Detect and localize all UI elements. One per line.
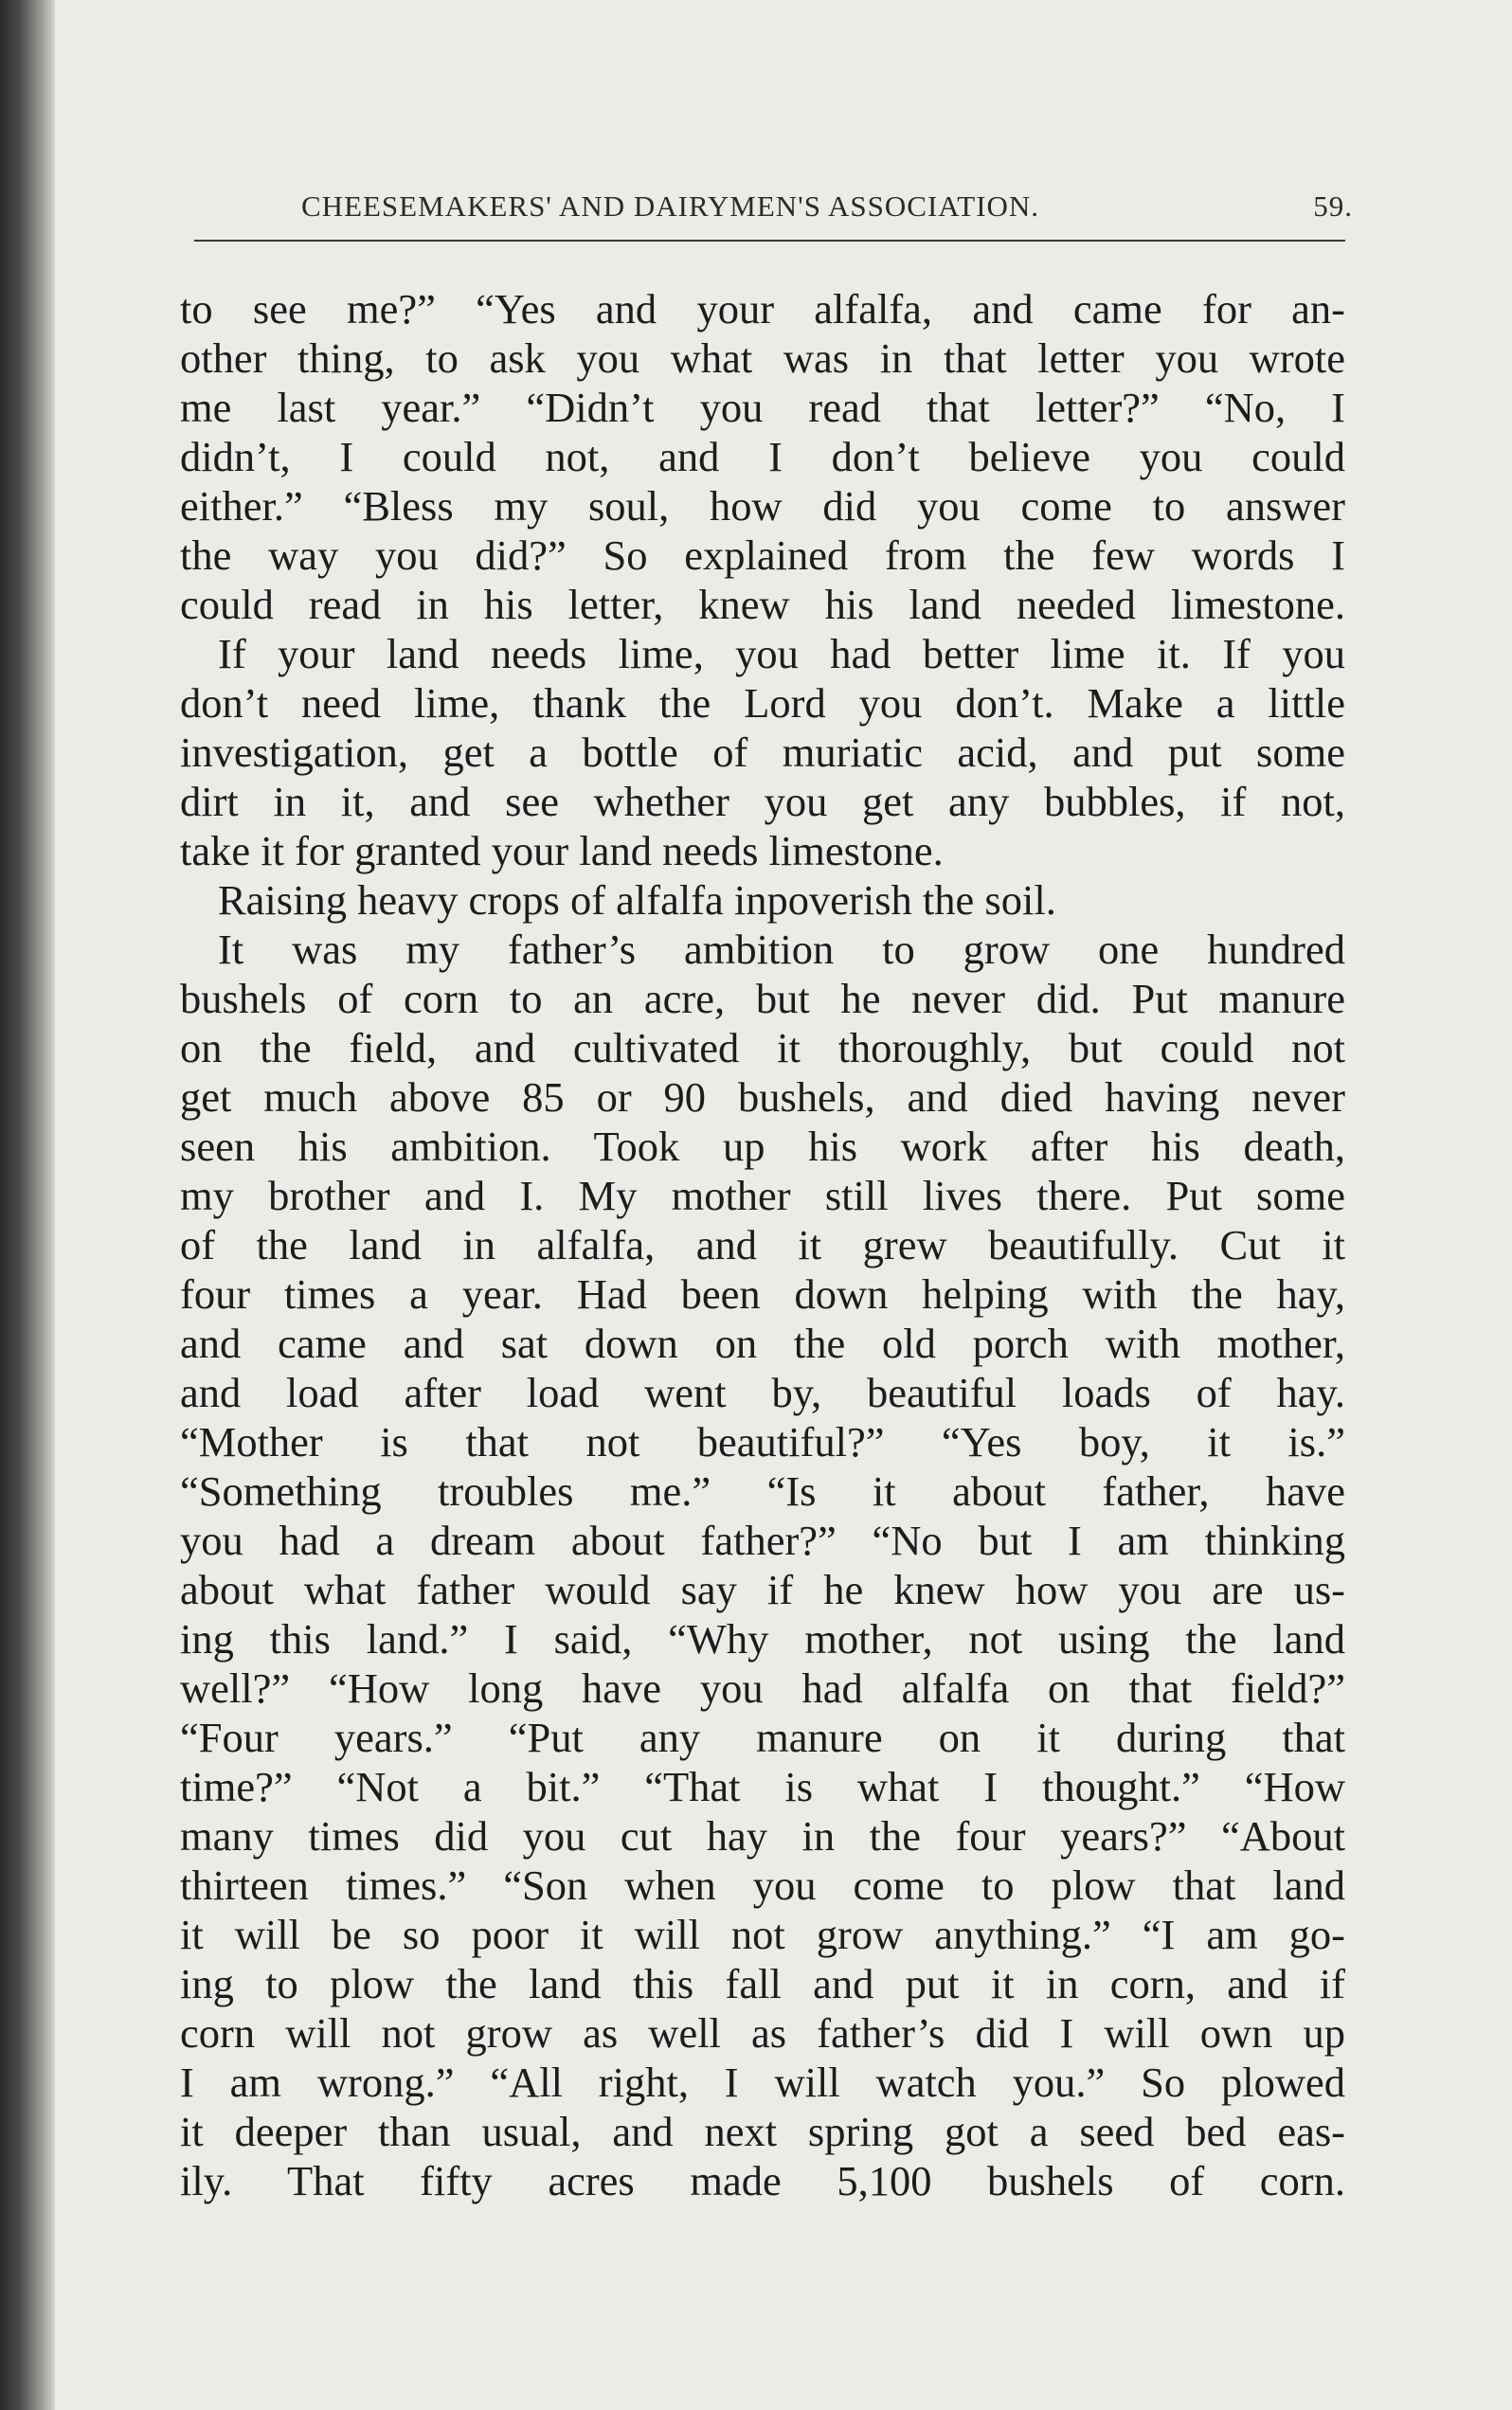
text-line: “Four years.” “Put any manure on it during that xyxy=(180,1714,1345,1761)
text-line: on the field, and cultivated it thoroughly, but could not xyxy=(180,1024,1345,1071)
text-line: ing this land.” I said, “Why mother, not using the land xyxy=(180,1615,1345,1663)
text-line: other thing, to ask you what was in that letter you wrote xyxy=(180,334,1345,382)
text-line: four times a year. Had been down helping with the hay, xyxy=(180,1270,1345,1318)
text-line: It was my father’s ambition to grow one hundred xyxy=(218,926,1345,973)
text-line: thirteen times.” “Son when you come to plow that land xyxy=(180,1861,1345,1909)
text-line: time?” “Not a bit.” “That is what I thought.” “How xyxy=(180,1763,1345,1810)
text-line: it deeper than usual, and next spring got a seed bed eas- xyxy=(180,2108,1345,2155)
text-line: either.” “Bless my soul, how did you come to answer xyxy=(180,482,1345,530)
text-line: ing to plow the land this fall and put it in corn, and if xyxy=(180,1960,1345,2007)
text-line: you had a dream about father?” “No but I am thinking xyxy=(180,1517,1345,1564)
text-line: “Mother is that not beautiful?” “Yes boy, it is.” xyxy=(180,1418,1345,1466)
text-line: about what father would say if he knew how you are us- xyxy=(180,1566,1345,1613)
text-line: ily. That fifty acres made 5,100 bushels of corn. xyxy=(180,2157,1345,2204)
text-line: and load after load went by, beautiful loads of hay. xyxy=(180,1369,1345,1416)
text-line: If your land needs lime, you had better lime it. If you xyxy=(218,630,1345,677)
text-line: didn’t, I could not, and I don’t believe you could xyxy=(180,433,1345,480)
text-line: the way you did?” So explained from the few words I xyxy=(180,531,1345,579)
text-line: could read in his letter, knew his land needed limestone. xyxy=(180,581,1345,628)
text-line: “Something troubles me.” “Is it about father, have xyxy=(180,1467,1345,1515)
text-line: bushels of corn to an acre, but he never did. Put manure xyxy=(180,975,1345,1022)
text-line: Raising heavy crops of alfalfa inpoverish the soil. xyxy=(218,876,1056,924)
text-line: it will be so poor it will not grow anything.” “I am go- xyxy=(180,1911,1345,1958)
text-line: my brother and I. My mother still lives there. Put some xyxy=(180,1172,1345,1219)
text-line: me last year.” “Didn’t you read that letter?” “No, I xyxy=(180,384,1345,431)
text-line: corn will not grow as well as father’s did I will own up xyxy=(180,2009,1345,2057)
running-header-title: CHEESEMAKERS' AND DAIRYMEN'S ASSOCIATION. xyxy=(301,189,1040,223)
text-line: get much above 85 or 90 bushels, and died having never xyxy=(180,1073,1345,1121)
text-line: dirt in it, and see whether you get any bubbles, if not, xyxy=(180,778,1345,825)
text-line: I am wrong.” “All right, I will watch you.” So plowed xyxy=(180,2059,1345,2106)
text-line: well?” “How long have you had alfalfa on that field?” xyxy=(180,1664,1345,1712)
text-line: of the land in alfalfa, and it grew beautifully. Cut it xyxy=(180,1221,1345,1268)
text-line: investigation, get a bottle of muriatic acid, and put some xyxy=(180,728,1345,776)
text-line: to see me?” “Yes and your alfalfa, and came for an- xyxy=(180,285,1345,333)
text-line: many times did you cut hay in the four years?” “About xyxy=(180,1812,1345,1860)
text-line: and came and sat down on the old porch with mother, xyxy=(180,1320,1345,1367)
body-text xyxy=(180,284,1345,2205)
text-line: seen his ambition. Took up his work after his death, xyxy=(180,1123,1345,1170)
running-header xyxy=(301,189,1353,224)
text-line: don’t need lime, thank the Lord you don’t. Make a little xyxy=(180,679,1345,727)
header-rule xyxy=(194,240,1345,242)
book-gutter-shadow xyxy=(0,0,55,2410)
text-line: take it for granted your land needs limestone. xyxy=(180,827,944,874)
page-number: 59. xyxy=(1313,189,1353,223)
